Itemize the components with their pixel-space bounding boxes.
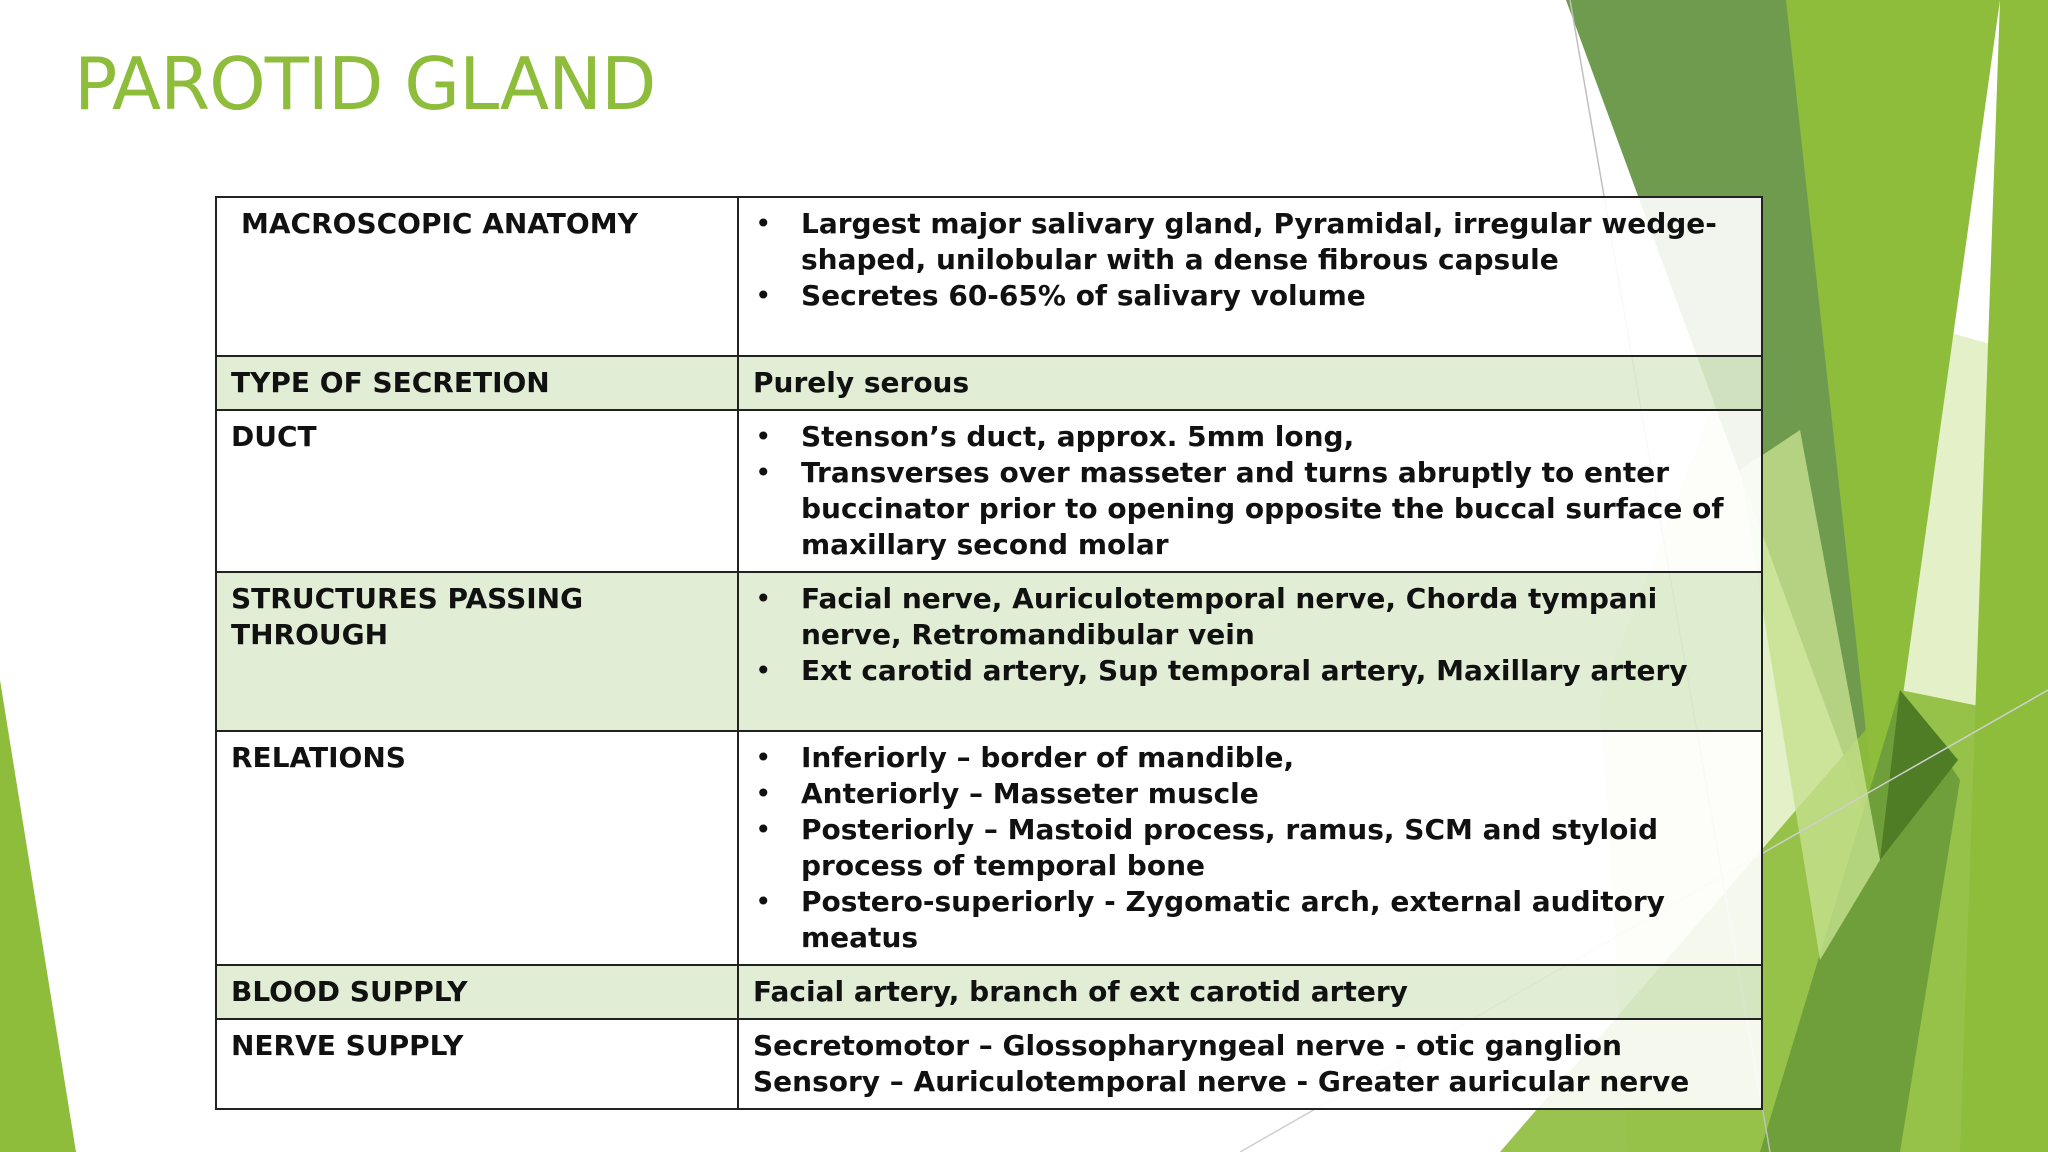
row-content-cell bbox=[738, 1019, 1762, 1109]
row-content-cell bbox=[738, 410, 1762, 572]
table-row-relations bbox=[216, 731, 1762, 965]
row-label-cell bbox=[216, 410, 738, 572]
table-row-structures-passing-through bbox=[216, 572, 1762, 731]
row-text-line: Sensory – Auriculotemporal nerve - Greater auricular nerve bbox=[753, 1065, 1690, 1098]
bullet-item bbox=[753, 776, 1747, 812]
parotid-info-table bbox=[215, 196, 1763, 1110]
bullet-icon: • bbox=[755, 741, 772, 774]
table-row-macroscopic-anatomy bbox=[216, 197, 1762, 356]
row-label: BLOOD SUPPLY bbox=[231, 975, 468, 1008]
bullet-text: Inferiorly – border of mandible, bbox=[801, 741, 1295, 774]
bullet-icon: • bbox=[755, 420, 772, 453]
row-text-line: Secretomotor – Glossopharyngeal nerve - otic ganglion bbox=[753, 1029, 1622, 1062]
bullet-item bbox=[753, 419, 1747, 455]
row-text-line: Facial artery, branch of ext carotid artery bbox=[753, 975, 1408, 1008]
row-label: TYPE OF SECRETION bbox=[231, 366, 550, 399]
bullet-item bbox=[753, 455, 1747, 563]
row-content-cell bbox=[738, 572, 1762, 731]
row-content-cell bbox=[738, 356, 1762, 410]
table-row-duct bbox=[216, 410, 1762, 572]
slide-title: PAROTID GLAND bbox=[74, 42, 656, 126]
bullet-text: Facial nerve, Auriculotemporal nerve, Chorda tympani nerve, Retromandibular vein bbox=[801, 582, 1658, 651]
row-text-line: Purely serous bbox=[753, 366, 970, 399]
bullet-text: Secretes 60-65% of salivary volume bbox=[801, 279, 1366, 312]
row-label-cell bbox=[216, 356, 738, 410]
table-row-nerve-supply bbox=[216, 1019, 1762, 1109]
row-label: DUCT bbox=[231, 420, 317, 453]
row-label-cell bbox=[216, 1019, 738, 1109]
row-content-cell bbox=[738, 731, 1762, 965]
table-row-type-of-secretion bbox=[216, 356, 1762, 410]
bullet-item bbox=[753, 206, 1747, 278]
bullet-text: Stenson’s duct, approx. 5mm long, bbox=[801, 420, 1355, 453]
bullet-icon: • bbox=[755, 654, 772, 687]
row-label: STRUCTURES PASSING THROUGH bbox=[231, 582, 584, 651]
bg-left-sliver bbox=[0, 680, 76, 1152]
bullet-item bbox=[753, 278, 1747, 314]
bullet-text: Postero-superiorly - Zygomatic arch, external auditory meatus bbox=[801, 885, 1665, 954]
bullet-icon: • bbox=[755, 207, 772, 240]
bullet-icon: • bbox=[755, 456, 772, 489]
bullet-icon: • bbox=[755, 582, 772, 615]
bullet-text: Transverses over masseter and turns abruptly to enter buccinator prior to opening opposite the buccal surface of maxillary second molar bbox=[801, 456, 1724, 561]
bullet-item bbox=[753, 653, 1747, 689]
bullet-item bbox=[753, 740, 1747, 776]
bullet-icon: • bbox=[755, 813, 772, 846]
row-label-cell bbox=[216, 965, 738, 1019]
bullet-list bbox=[753, 740, 1747, 956]
bullet-icon: • bbox=[755, 279, 772, 312]
bullet-list bbox=[753, 206, 1747, 314]
row-label-cell bbox=[216, 197, 738, 356]
bullet-item bbox=[753, 884, 1747, 956]
row-label: RELATIONS bbox=[231, 741, 406, 774]
row-content-cell bbox=[738, 965, 1762, 1019]
row-label-cell bbox=[216, 572, 738, 731]
bullet-item bbox=[753, 581, 1747, 653]
row-label-cell bbox=[216, 731, 738, 965]
bullet-item bbox=[753, 812, 1747, 884]
info-table-container bbox=[215, 196, 1763, 1110]
bullet-list bbox=[753, 581, 1747, 689]
bullet-text: Anteriorly – Masseter muscle bbox=[801, 777, 1259, 810]
row-label: NERVE SUPPLY bbox=[231, 1029, 464, 1062]
row-content-cell bbox=[738, 197, 1762, 356]
bullet-icon: • bbox=[755, 885, 772, 918]
bullet-text: Ext carotid artery, Sup temporal artery, Maxillary artery bbox=[801, 654, 1688, 687]
bullet-text: Largest major salivary gland, Pyramidal, irregular wedge- shaped, unilobular with a dense fibrous capsule bbox=[801, 207, 1717, 276]
bullet-list bbox=[753, 419, 1747, 563]
table-row-blood-supply bbox=[216, 965, 1762, 1019]
bullet-text: Posteriorly – Mastoid process, ramus, SCM and styloid process of temporal bone bbox=[801, 813, 1659, 882]
bullet-icon: • bbox=[755, 777, 772, 810]
row-label: MACROSCOPIC ANATOMY bbox=[241, 207, 638, 240]
